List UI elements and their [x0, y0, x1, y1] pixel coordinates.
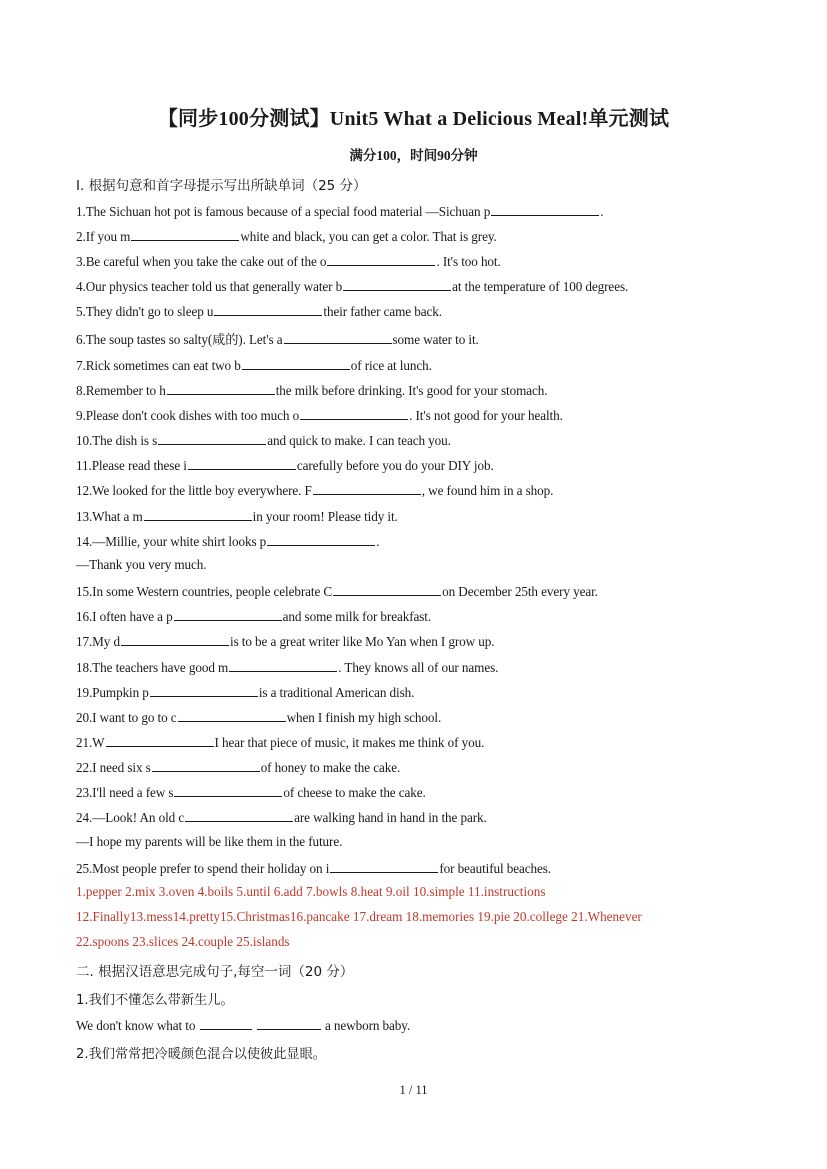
- answer-key-line-1: 1.pepper 2.mix 3.oven 4.boils 5.until 6.add 7.bowls 8.heat 9.oil 10.simple 11.instructions: [76, 884, 546, 899]
- answer-blank[interactable]: [174, 783, 282, 797]
- question-5: 5.They didn't go to sleep u their father came back.: [76, 304, 442, 319]
- question-22: 22.I need six s of honey to make the cake.: [76, 760, 401, 775]
- answer-blank[interactable]: [106, 733, 214, 747]
- question-3: 3.Be careful when you take the cake out of the o . It's too hot.: [76, 254, 501, 269]
- page-title: 【同步100分测试】Unit5 What a Delicious Meal!单元测试: [157, 108, 670, 130]
- answer-blank[interactable]: [229, 658, 337, 672]
- answer-blank[interactable]: [491, 202, 599, 216]
- question-16: 16.I often have a p and some milk for breakfast.: [76, 609, 432, 624]
- section-2-heading: 二. 根据汉语意思完成句子,每空一词（20 分）: [76, 964, 354, 980]
- question-6: 6.The soup tastes so salty(咸的). Let's a some water to it.: [76, 332, 479, 347]
- answer-blank[interactable]: [313, 481, 421, 495]
- question-8: 8.Remember to h the milk before drinking. It's good for your stomach.: [76, 383, 548, 398]
- question-14: 14.—Millie, your white shirt looks p .: [76, 534, 380, 549]
- page-number: 1 / 11: [399, 1083, 428, 1097]
- answer-blank[interactable]: [242, 356, 350, 370]
- question-2: 2.If you m white and black, you can get a color. That is grey.: [76, 229, 497, 244]
- section-2-question-1-english: We don't know what to a newborn baby.: [76, 1018, 411, 1033]
- question-24-reply: —I hope my parents will be like them in the future.: [76, 834, 343, 849]
- answer-blank[interactable]: [131, 227, 239, 241]
- question-11: 11.Please read these i carefully before you do your DIY job.: [76, 458, 494, 473]
- question-24: 24.—Look! An old c are walking hand in hand in the park.: [76, 810, 487, 825]
- question-10: 10.The dish is s and quick to make. I can teach you.: [76, 433, 451, 448]
- answer-blank[interactable]: [327, 252, 435, 266]
- question-13: 13.What a m in your room! Please tidy it.: [76, 509, 398, 524]
- question-4: 4.Our physics teacher told us that generally water b at the temperature of 100 degrees.: [76, 279, 629, 294]
- answer-blank[interactable]: [200, 1016, 252, 1030]
- answer-blank[interactable]: [188, 456, 296, 470]
- question-18: 18.The teachers have good m . They knows all of our names.: [76, 660, 499, 675]
- section-1-heading: I. 根据句意和首字母提示写出所缺单词（25 分）: [76, 178, 367, 194]
- answer-blank[interactable]: [178, 708, 286, 722]
- answer-key-line-3: 22.spoons 23.slices 24.couple 25.islands: [76, 934, 290, 949]
- question-1: 1.The Sichuan hot pot is famous because of a special food material —Sichuan p .: [76, 204, 604, 219]
- answer-blank[interactable]: [158, 431, 266, 445]
- question-19: 19.Pumpkin p is a traditional American dish.: [76, 685, 415, 700]
- answer-blank[interactable]: [214, 302, 322, 316]
- section-2-question-2-chinese: 2.我们常常把冷暖颜色混合以使彼此显眼。: [76, 1047, 326, 1062]
- answer-blank[interactable]: [257, 1016, 321, 1030]
- question-12: 12.We looked for the little boy everywhere. F , we found him in a shop.: [76, 483, 554, 498]
- answer-blank[interactable]: [121, 632, 229, 646]
- question-23: 23.I'll need a few s of cheese to make the cake.: [76, 785, 426, 800]
- page-subtitle: 满分100，时间90分钟: [349, 148, 478, 163]
- answer-blank[interactable]: [343, 277, 451, 291]
- answer-blank[interactable]: [284, 330, 392, 344]
- answer-blank[interactable]: [185, 808, 293, 822]
- question-7: 7.Rick sometimes can eat two b of rice at lunch.: [76, 358, 432, 373]
- answer-blank[interactable]: [333, 582, 441, 596]
- question-20: 20.I want to go to c when I finish my high school.: [76, 710, 442, 725]
- answer-blank[interactable]: [150, 683, 258, 697]
- answer-blank[interactable]: [167, 381, 275, 395]
- question-14-reply: —Thank you very much.: [76, 557, 207, 572]
- question-17: 17.My d is to be a great writer like Mo Yan when I grow up.: [76, 634, 495, 649]
- question-9: 9.Please don't cook dishes with too much o . It's not good for your health.: [76, 408, 563, 423]
- answer-blank[interactable]: [174, 607, 282, 621]
- answer-blank[interactable]: [144, 507, 252, 521]
- answer-blank[interactable]: [330, 859, 438, 873]
- question-25: 25.Most people prefer to spend their holiday on i for beautiful beaches.: [76, 861, 551, 876]
- section-2-question-1-chinese: 1.我们不懂怎么带新生儿。: [76, 993, 234, 1008]
- question-15: 15.In some Western countries, people celebrate C on December 25th every year.: [76, 584, 598, 599]
- answer-blank[interactable]: [267, 532, 375, 546]
- question-21: 21.W I hear that piece of music, it makes me think of you.: [76, 735, 485, 750]
- answer-blank[interactable]: [300, 406, 408, 420]
- answer-key-line-2: 12.Finally13.mess14.pretty15.Christmas16.pancake 17.dream 18.memories 19.pie 20.college 21.Whenever: [76, 909, 642, 924]
- answer-blank[interactable]: [152, 758, 260, 772]
